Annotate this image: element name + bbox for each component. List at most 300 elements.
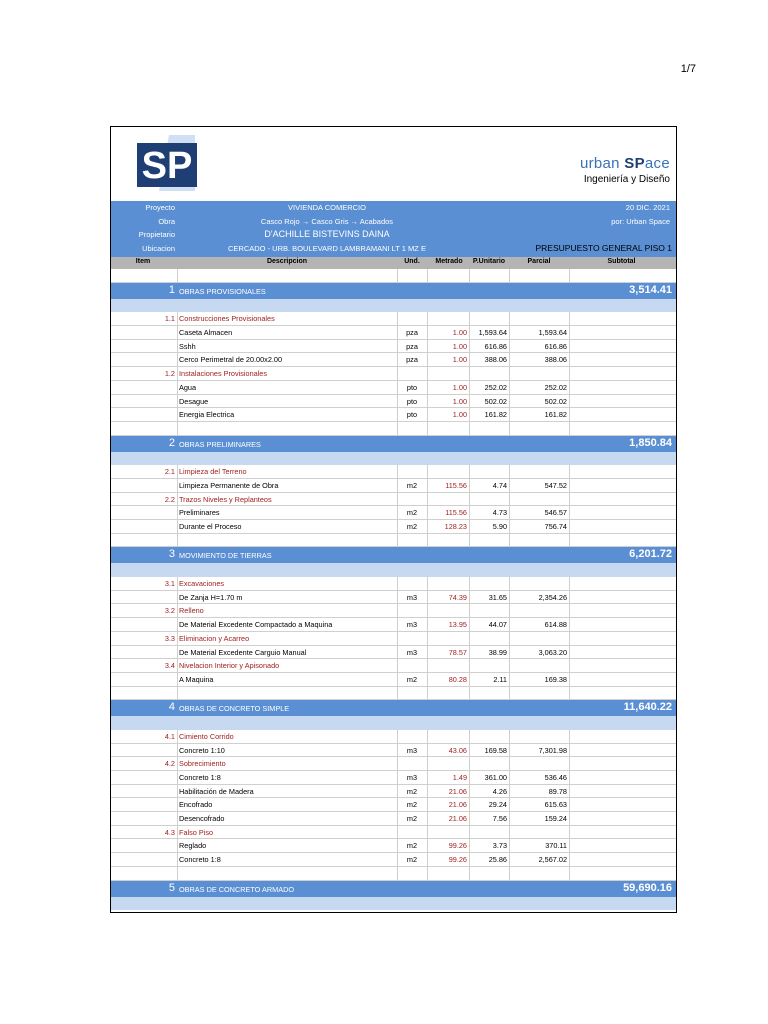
line-metrado: 1.00 bbox=[452, 410, 467, 420]
grid-line bbox=[397, 326, 398, 339]
line-description: Energia Electrica bbox=[179, 410, 235, 420]
blank-row bbox=[111, 269, 676, 283]
table-row bbox=[111, 771, 676, 785]
grid-line bbox=[397, 312, 398, 325]
subitem-number: 3.2 bbox=[164, 606, 175, 616]
grid-line bbox=[469, 618, 470, 631]
line-unit-price: 4.73 bbox=[492, 508, 507, 518]
grid-line bbox=[177, 479, 178, 492]
grid-line bbox=[509, 839, 510, 852]
line-unit: m2 bbox=[406, 800, 418, 810]
line-unit-price: 1,593.64 bbox=[478, 328, 507, 338]
date: 20 DIC. 2021 bbox=[625, 203, 670, 212]
table-row bbox=[111, 506, 676, 520]
grid-line bbox=[509, 340, 510, 353]
subitem-number: 4.2 bbox=[164, 759, 175, 769]
grid-line bbox=[509, 757, 510, 770]
grid-line bbox=[177, 422, 178, 435]
subheading-row bbox=[111, 659, 676, 673]
subitem-number: 2.1 bbox=[164, 467, 175, 477]
table-row bbox=[111, 340, 676, 354]
grid-line bbox=[569, 395, 570, 408]
grid-line bbox=[177, 367, 178, 380]
line-unit: pza bbox=[406, 341, 418, 351]
grid-line bbox=[427, 367, 428, 380]
line-parcial: 3,063.20 bbox=[538, 647, 567, 657]
grid-line bbox=[509, 465, 510, 478]
grid-line bbox=[469, 757, 470, 770]
grid-line bbox=[397, 577, 398, 590]
grid-line bbox=[427, 798, 428, 811]
grid-line bbox=[177, 826, 178, 839]
grid-line bbox=[569, 269, 570, 282]
grid-line bbox=[509, 632, 510, 645]
table-row bbox=[111, 326, 676, 340]
grid-line bbox=[569, 326, 570, 339]
grid-line bbox=[469, 604, 470, 617]
grid-line bbox=[427, 826, 428, 839]
grid-line bbox=[427, 687, 428, 700]
subheading-row bbox=[111, 465, 676, 479]
section-number: 1 bbox=[168, 283, 175, 296]
grid-line bbox=[397, 340, 398, 353]
grid-line bbox=[177, 465, 178, 478]
ubicacion-value: CERCADO - URB. BOULEVARD LAMBRAMANI LT 1 MZ E bbox=[228, 244, 426, 253]
line-description: Concreto 1:8 bbox=[179, 773, 221, 782]
grid-line bbox=[427, 591, 428, 604]
section-number: 5 bbox=[168, 881, 175, 894]
grid-line bbox=[177, 577, 178, 590]
grid-line bbox=[469, 353, 470, 366]
line-unit-price: 7.56 bbox=[492, 814, 507, 824]
table-row bbox=[111, 479, 676, 493]
table-row bbox=[111, 646, 676, 660]
line-parcial: 2,567.02 bbox=[538, 855, 567, 865]
grid-line bbox=[177, 534, 178, 547]
grid-line bbox=[569, 812, 570, 825]
author: por: Urban Space bbox=[611, 217, 670, 226]
grid-line bbox=[509, 367, 510, 380]
grid-line bbox=[427, 812, 428, 825]
line-unit: m2 bbox=[406, 522, 418, 531]
grid-line bbox=[509, 479, 510, 492]
grid-line bbox=[177, 312, 178, 325]
line-unit: m2 bbox=[406, 855, 418, 865]
blank-row bbox=[111, 687, 676, 701]
grid-line bbox=[469, 269, 470, 282]
line-metrado: 78.57 bbox=[448, 647, 467, 657]
section-subtotal: 3,514.41 bbox=[629, 283, 672, 296]
grid-line bbox=[177, 744, 178, 757]
grid-line bbox=[397, 353, 398, 366]
grid-line bbox=[509, 326, 510, 339]
grid-line bbox=[509, 659, 510, 672]
grid-line bbox=[397, 408, 398, 421]
grid-line bbox=[509, 506, 510, 519]
section-number: 4 bbox=[168, 701, 175, 714]
grid-line bbox=[397, 646, 398, 659]
col-parcial: Parcial bbox=[527, 258, 551, 265]
grid-line bbox=[397, 506, 398, 519]
section-subtotal: 1,850.84 bbox=[629, 436, 672, 449]
blank-row bbox=[111, 867, 676, 881]
line-unit-price: 4.74 bbox=[492, 480, 507, 490]
grid-line bbox=[569, 853, 570, 866]
line-description: Habilitación de Madera bbox=[179, 786, 254, 796]
subitem-title: Sobrecimiento bbox=[179, 759, 226, 769]
line-unit: m2 bbox=[406, 814, 418, 824]
col-descripcion: Descripcion bbox=[266, 258, 308, 265]
line-metrado: 21.06 bbox=[448, 814, 467, 824]
grid-line bbox=[397, 493, 398, 506]
subheading-row bbox=[111, 632, 676, 646]
line-metrado: 21.06 bbox=[448, 800, 467, 810]
grid-line bbox=[509, 604, 510, 617]
subheading-row bbox=[111, 367, 676, 381]
grid-line bbox=[509, 381, 510, 394]
grid-line bbox=[509, 673, 510, 686]
grid-line bbox=[397, 744, 398, 757]
line-parcial: 370.11 bbox=[545, 841, 567, 851]
subitem-number: 2.2 bbox=[164, 494, 175, 504]
grid-line bbox=[569, 618, 570, 631]
grid-line bbox=[469, 493, 470, 506]
subitem-title: Falso Piso bbox=[179, 827, 214, 837]
grid-line bbox=[427, 618, 428, 631]
grid-line bbox=[469, 465, 470, 478]
line-unit-price: 616.86 bbox=[484, 341, 507, 351]
line-parcial: 7,301.98 bbox=[538, 745, 567, 755]
grid-line bbox=[509, 798, 510, 811]
line-parcial: 169.38 bbox=[544, 674, 567, 684]
table-row bbox=[111, 353, 676, 367]
line-parcial: 89.78 bbox=[548, 786, 567, 796]
line-metrado: 21.06 bbox=[448, 786, 467, 796]
blank-row bbox=[111, 534, 676, 548]
grid-line bbox=[427, 673, 428, 686]
grid-line bbox=[509, 422, 510, 435]
grid-line bbox=[469, 577, 470, 590]
logo-text: SP bbox=[141, 145, 193, 187]
table-row bbox=[111, 395, 676, 409]
grid-line bbox=[569, 577, 570, 590]
grid-line bbox=[427, 353, 428, 366]
line-parcial: 252.02 bbox=[544, 382, 567, 392]
subitem-number: 3.4 bbox=[164, 661, 175, 671]
subitem-title: Limpieza del Terreno bbox=[179, 467, 247, 477]
grid-line bbox=[397, 465, 398, 478]
grid-line bbox=[397, 730, 398, 743]
col-punitario: P.Unitario bbox=[472, 258, 506, 265]
line-unit: pza bbox=[406, 328, 418, 338]
subheading-row bbox=[111, 604, 676, 618]
line-unit-price: 2.11 bbox=[493, 674, 507, 684]
budget-rows bbox=[111, 269, 676, 910]
grid-line bbox=[427, 785, 428, 798]
line-unit: pto bbox=[406, 410, 418, 420]
grid-line bbox=[469, 326, 470, 339]
grid-line bbox=[569, 408, 570, 421]
line-parcial: 756.74 bbox=[544, 522, 567, 531]
line-description: Cerco Perimetral de 20.00x2.00 bbox=[179, 355, 283, 365]
grid-line bbox=[569, 493, 570, 506]
grid-line bbox=[177, 493, 178, 506]
line-unit-price: 388.06 bbox=[484, 355, 507, 365]
grid-line bbox=[397, 659, 398, 672]
line-metrado: 13.95 bbox=[448, 620, 467, 630]
line-metrado: 1.00 bbox=[452, 328, 467, 338]
grid-line bbox=[569, 632, 570, 645]
line-unit-price: 44.07 bbox=[488, 620, 507, 630]
line-metrado: 115.56 bbox=[445, 480, 467, 490]
obra-label: Obra bbox=[158, 217, 175, 226]
grid-line bbox=[397, 867, 398, 880]
grid-line bbox=[569, 340, 570, 353]
line-description: Agua bbox=[179, 382, 197, 392]
line-unit-price: 4.26 bbox=[492, 786, 507, 796]
line-parcial: 2,354.26 bbox=[538, 592, 567, 602]
line-parcial: 615.63 bbox=[544, 800, 567, 810]
grid-line bbox=[509, 534, 510, 547]
table-row bbox=[111, 744, 676, 758]
subheading-row bbox=[111, 730, 676, 744]
grid-line bbox=[397, 853, 398, 866]
grid-line bbox=[509, 812, 510, 825]
brand bbox=[580, 155, 670, 185]
grid-line bbox=[397, 839, 398, 852]
grid-line bbox=[509, 744, 510, 757]
grid-line bbox=[509, 353, 510, 366]
line-description: Concreto 1:8 bbox=[179, 855, 221, 865]
section-title: OBRAS PROVISIONALES bbox=[179, 286, 266, 296]
line-unit-price: 25.86 bbox=[488, 855, 507, 865]
line-unit-price: 38.99 bbox=[488, 647, 507, 657]
budget-sheet bbox=[110, 126, 677, 913]
line-metrado: 99.26 bbox=[448, 855, 467, 865]
grid-line bbox=[427, 506, 428, 519]
grid-line bbox=[427, 730, 428, 743]
line-description: Preliminares bbox=[179, 508, 220, 518]
line-description: De Material Excedente Carguio Manual bbox=[179, 647, 307, 657]
line-parcial: 546.57 bbox=[544, 508, 567, 518]
line-metrado: 74.39 bbox=[448, 592, 467, 602]
grid-line bbox=[509, 826, 510, 839]
grid-line bbox=[569, 465, 570, 478]
ubicacion-label: Ubicacion bbox=[142, 244, 175, 253]
grid-line bbox=[569, 646, 570, 659]
line-unit-price: 5.90 bbox=[492, 522, 507, 531]
table-row bbox=[111, 618, 676, 632]
table-row bbox=[111, 673, 676, 687]
grid-line bbox=[569, 798, 570, 811]
line-description: Desencofrado bbox=[179, 814, 225, 824]
line-unit: m3 bbox=[406, 620, 418, 630]
proyecto-value: VIVIENDA COMERCIO bbox=[288, 203, 366, 212]
line-unit: m2 bbox=[406, 786, 418, 796]
obra-value: Casco Rojo → Casco Gris → Acabados bbox=[260, 217, 394, 226]
section-row bbox=[111, 436, 676, 452]
table-row bbox=[111, 785, 676, 799]
grid-line bbox=[469, 826, 470, 839]
subitem-number: 4.3 bbox=[164, 827, 175, 837]
line-unit: pza bbox=[406, 355, 418, 365]
grid-line bbox=[427, 577, 428, 590]
grid-line bbox=[469, 812, 470, 825]
section-title: OBRAS DE CONCRETO ARMADO bbox=[179, 884, 295, 894]
grid-line bbox=[177, 506, 178, 519]
subitem-number: 3.3 bbox=[164, 633, 175, 643]
table-header bbox=[111, 257, 676, 269]
grid-line bbox=[177, 353, 178, 366]
grid-line bbox=[177, 730, 178, 743]
line-metrado: 128.23 bbox=[444, 522, 467, 531]
subitem-number: 1.2 bbox=[164, 369, 175, 379]
section-number: 2 bbox=[168, 436, 175, 449]
line-description: Sshh bbox=[179, 341, 196, 351]
line-metrado: 80.28 bbox=[448, 674, 467, 684]
subheading-row bbox=[111, 826, 676, 840]
grid-line bbox=[397, 812, 398, 825]
grid-line bbox=[427, 771, 428, 784]
section-title: MOVIMIENTO DE TIERRAS bbox=[179, 551, 272, 561]
grid-line bbox=[469, 506, 470, 519]
line-parcial: 616.86 bbox=[544, 341, 567, 351]
brand-tagline: Ingeniería y Diseño bbox=[583, 174, 670, 185]
grid-line bbox=[427, 867, 428, 880]
spacer-row bbox=[111, 897, 676, 911]
grid-line bbox=[569, 785, 570, 798]
grid-line bbox=[177, 618, 178, 631]
grid-line bbox=[397, 269, 398, 282]
sp-logo bbox=[135, 133, 201, 193]
subheading-row bbox=[111, 312, 676, 326]
grid-line bbox=[177, 340, 178, 353]
grid-line bbox=[427, 659, 428, 672]
section-row bbox=[111, 547, 676, 563]
grid-line bbox=[509, 853, 510, 866]
col-item: Item bbox=[135, 258, 151, 265]
subitem-title: Trazos Niveles y Replanteos bbox=[179, 494, 272, 504]
section-subtotal: 59,690.16 bbox=[623, 881, 672, 894]
line-parcial: 536.46 bbox=[544, 773, 567, 782]
section-row bbox=[111, 283, 676, 299]
grid-line bbox=[427, 340, 428, 353]
line-description: De Zanja H=1.70 m bbox=[179, 592, 243, 602]
grid-line bbox=[397, 632, 398, 645]
grid-line bbox=[177, 381, 178, 394]
grid-line bbox=[569, 673, 570, 686]
line-description: Concreto 1:10 bbox=[179, 745, 225, 755]
line-unit-price: 3.73 bbox=[492, 841, 507, 851]
subheading-row bbox=[111, 493, 676, 507]
grid-line bbox=[509, 395, 510, 408]
grid-line bbox=[397, 422, 398, 435]
page-number: 1/7 bbox=[680, 63, 696, 75]
line-unit: m3 bbox=[406, 773, 418, 782]
grid-line bbox=[509, 408, 510, 421]
blank-row bbox=[111, 422, 676, 436]
grid-line bbox=[469, 771, 470, 784]
section-title: OBRAS PRELIMINARES bbox=[179, 439, 261, 449]
grid-line bbox=[177, 604, 178, 617]
line-parcial: 161.82 bbox=[544, 410, 567, 420]
grid-line bbox=[177, 408, 178, 421]
section-row bbox=[111, 881, 676, 897]
grid-line bbox=[569, 353, 570, 366]
grid-line bbox=[427, 326, 428, 339]
line-unit: m2 bbox=[406, 841, 418, 851]
line-unit: pto bbox=[406, 382, 418, 392]
line-unit-price: 161.82 bbox=[484, 410, 507, 420]
table-row bbox=[111, 381, 676, 395]
line-metrado: 99.26 bbox=[448, 841, 467, 851]
subitem-title: Nivelacion Interior y Apisonado bbox=[179, 661, 280, 671]
line-metrado: 43.06 bbox=[448, 745, 467, 755]
grid-line bbox=[469, 479, 470, 492]
grid-line bbox=[427, 520, 428, 533]
line-parcial: 614.88 bbox=[544, 620, 567, 630]
grid-line bbox=[397, 520, 398, 533]
line-unit: pto bbox=[406, 396, 418, 406]
grid-line bbox=[427, 534, 428, 547]
grid-line bbox=[569, 534, 570, 547]
table-row bbox=[111, 408, 676, 422]
grid-line bbox=[569, 422, 570, 435]
grid-line bbox=[509, 730, 510, 743]
grid-line bbox=[177, 326, 178, 339]
grid-line bbox=[427, 269, 428, 282]
table-row bbox=[111, 812, 676, 826]
grid-line bbox=[509, 493, 510, 506]
line-metrado: 1.49 bbox=[452, 773, 467, 782]
section-subtotal: 6,201.72 bbox=[629, 548, 672, 561]
col-subtotal: Subtotal bbox=[607, 258, 636, 265]
grid-line bbox=[569, 839, 570, 852]
spacer-row bbox=[111, 563, 676, 577]
line-description: Encofrado bbox=[179, 800, 213, 810]
line-metrado: 1.00 bbox=[452, 341, 467, 351]
line-description: Limpieza Permanente de Obra bbox=[179, 480, 279, 490]
grid-line bbox=[469, 646, 470, 659]
grid-line bbox=[177, 646, 178, 659]
grid-line bbox=[427, 493, 428, 506]
grid-line bbox=[569, 744, 570, 757]
grid-line bbox=[427, 465, 428, 478]
subitem-title: Cimiento Corrido bbox=[179, 731, 234, 741]
grid-line bbox=[397, 381, 398, 394]
propietario-label: Propietario bbox=[138, 230, 175, 239]
grid-line bbox=[469, 381, 470, 394]
grid-line bbox=[569, 771, 570, 784]
grid-line bbox=[427, 757, 428, 770]
grid-line bbox=[469, 340, 470, 353]
grid-line bbox=[469, 867, 470, 880]
grid-line bbox=[469, 744, 470, 757]
line-unit-price: 361.00 bbox=[484, 773, 507, 782]
grid-line bbox=[427, 604, 428, 617]
proyecto-label: Proyecto bbox=[145, 203, 175, 212]
table-row bbox=[111, 839, 676, 853]
grid-line bbox=[469, 632, 470, 645]
propietario-value: D'ACHILLE BISTEVINS DAINA bbox=[264, 229, 390, 239]
grid-line bbox=[177, 785, 178, 798]
subheading-row bbox=[111, 757, 676, 771]
grid-line bbox=[569, 659, 570, 672]
grid-line bbox=[509, 591, 510, 604]
grid-line bbox=[397, 591, 398, 604]
line-unit-price: 29.24 bbox=[488, 800, 507, 810]
project-info bbox=[111, 201, 676, 257]
